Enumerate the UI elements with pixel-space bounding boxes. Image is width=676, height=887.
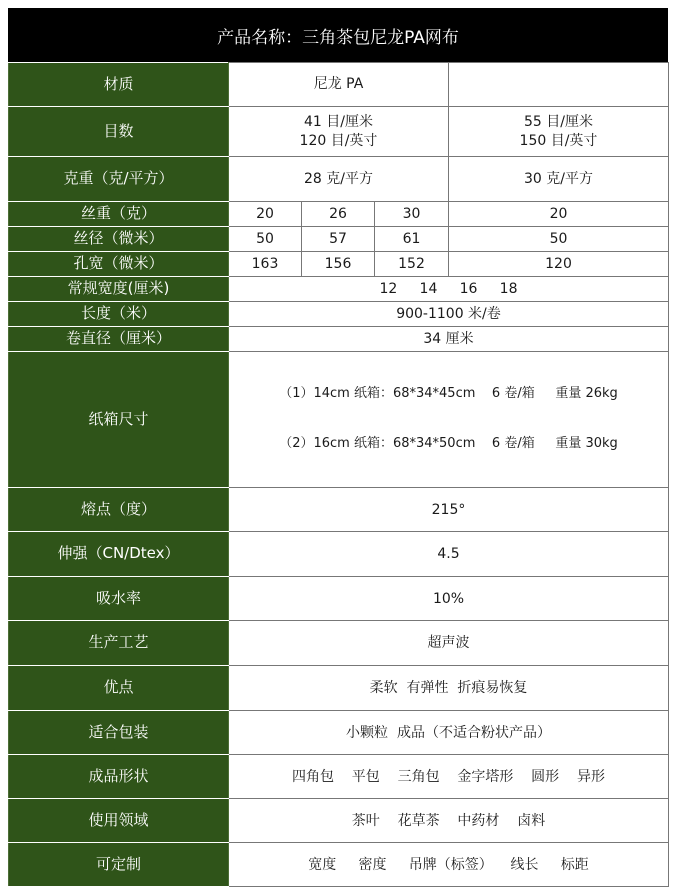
cell-value: 12 14 16 18	[229, 277, 669, 302]
table-row-hole-width	[9, 252, 669, 277]
row-label: 材质	[9, 63, 229, 107]
row-label: 吸水率	[9, 577, 229, 621]
cell-value: 152	[375, 252, 449, 277]
cell-line: 41 目/厘米	[304, 114, 373, 131]
cell-value: 163	[229, 252, 302, 277]
table-row-roll-diameter	[9, 327, 669, 352]
cell-value: 50	[449, 227, 669, 252]
table-row-thread-diameter	[9, 227, 669, 252]
row-label: 孔宽（微米）	[9, 252, 229, 277]
cell-line: 120 目/英寸	[299, 132, 378, 149]
row-label: 熔点（度）	[9, 488, 229, 532]
cell-value: 4.5	[229, 532, 669, 577]
cell-value: 20	[449, 202, 669, 227]
table-row-thread-weight	[9, 202, 669, 227]
table-row-packaging	[9, 711, 669, 755]
cell-value: 61	[375, 227, 449, 252]
cell-value: 26	[302, 202, 375, 227]
row-label: 使用领域	[9, 799, 229, 843]
cell-value: 215°	[229, 488, 669, 532]
cell-value: 柔软 有弹性 折痕易恢复	[229, 666, 669, 711]
table-row-process	[9, 621, 669, 666]
cell-value: 20	[229, 202, 302, 227]
cell-value	[229, 107, 449, 157]
table-row-custom	[9, 843, 669, 887]
row-label: 丝重（克）	[9, 202, 229, 227]
cell-value: 茶叶 花草茶 中药材 卤料	[229, 799, 669, 843]
page-title: 产品名称：三角茶包尼龙PA网布	[8, 8, 668, 62]
cell-value: 尼龙 PA	[229, 63, 449, 107]
cell-empty	[449, 63, 669, 107]
cell-value: 超声波	[229, 621, 669, 666]
cell-value	[449, 107, 669, 157]
row-label: 长度（米）	[9, 302, 229, 327]
table-row-absorption	[9, 577, 669, 621]
cell-value: 小颗粒 成品（不适合粉状产品）	[229, 711, 669, 755]
table-row-carton	[9, 352, 669, 488]
cell-value: 156	[302, 252, 375, 277]
cell-line: （1）14cm 纸箱：68*34*45cm 6 卷/箱 重量 26kg	[279, 385, 618, 401]
cell-value: 四角包 平包 三角包 金字塔形 圆形 异形	[229, 755, 669, 799]
cell-value	[229, 352, 669, 488]
row-label: 克重（克/平方）	[9, 157, 229, 202]
row-label: 优点	[9, 666, 229, 711]
table-row-mesh	[9, 107, 669, 157]
cell-value: 28 克/平方	[229, 157, 449, 202]
row-label: 伸强（CN/Dtex）	[9, 532, 229, 577]
row-label: 可定制	[9, 843, 229, 887]
row-label: 适合包装	[9, 711, 229, 755]
table-row-shapes	[9, 755, 669, 799]
cell-line: 150 目/英寸	[519, 132, 598, 149]
row-label: 卷直径（厘米）	[9, 327, 229, 352]
table-row-widths	[9, 277, 669, 302]
cell-value: 30 克/平方	[449, 157, 669, 202]
row-label: 生产工艺	[9, 621, 229, 666]
table-row-usage	[9, 799, 669, 843]
row-label: 纸箱尺寸	[9, 352, 229, 488]
spec-table	[8, 62, 669, 887]
cell-value: 宽度 密度 吊牌（标签） 线长 标距	[229, 843, 669, 887]
cell-line: （2）16cm 纸箱：68*34*50cm 6 卷/箱 重量 30kg	[279, 436, 618, 452]
table-row-material	[9, 63, 669, 107]
cell-line: 55 目/厘米	[524, 114, 593, 131]
row-label: 丝径（微米）	[9, 227, 229, 252]
cell-value: 900-1100 米/卷	[229, 302, 669, 327]
row-label: 常规宽度(厘米)	[9, 277, 229, 302]
cell-value: 10%	[229, 577, 669, 621]
cell-value: 57	[302, 227, 375, 252]
cell-value: 50	[229, 227, 302, 252]
cell-value: 30	[375, 202, 449, 227]
table-row-weight	[9, 157, 669, 202]
cell-value: 34 厘米	[229, 327, 669, 352]
row-label: 成品形状	[9, 755, 229, 799]
table-row-advantages	[9, 666, 669, 711]
table-row-melting	[9, 488, 669, 532]
table-row-length	[9, 302, 669, 327]
table-row-tenacity	[9, 532, 669, 577]
row-label: 目数	[9, 107, 229, 157]
cell-value: 120	[449, 252, 669, 277]
